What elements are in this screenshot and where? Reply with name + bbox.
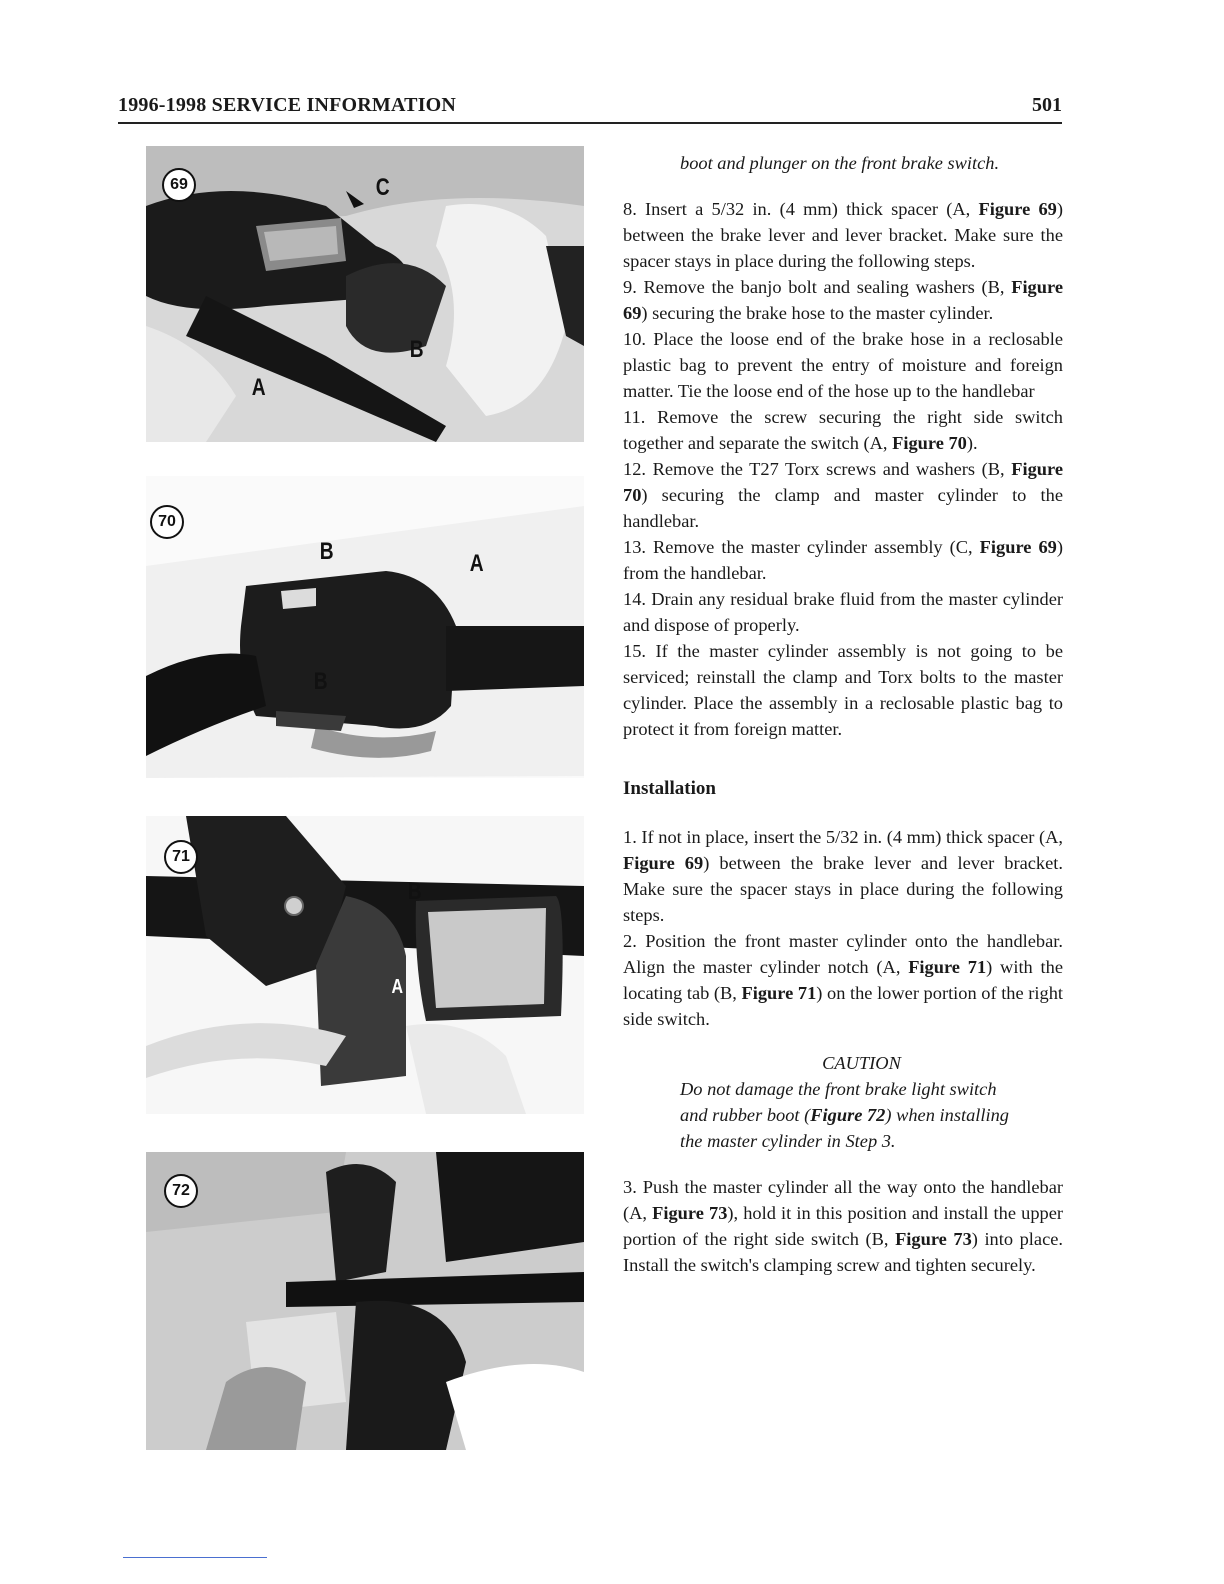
figure-70-image	[146, 476, 584, 778]
step-14	[623, 586, 1063, 638]
step-text-end: ) from the handlebar.	[623, 537, 1063, 583]
figure-71-image	[146, 816, 584, 1114]
figure-69-photo	[146, 146, 584, 442]
install-step-3	[623, 1174, 1063, 1278]
figure-70-callout-a: A	[469, 550, 484, 577]
step-text: If not in place, insert the 5/32 in. (4 mm) thick spacer (A,	[641, 827, 1063, 847]
step-text: Push the master cylinder all the way onto the handlebar (A,	[623, 1177, 1063, 1223]
step-text: Insert a 5/32 in. (4 mm) thick spacer (A,	[645, 199, 979, 219]
figure-reference: Figure 70	[623, 459, 1063, 505]
step-15	[623, 638, 1063, 742]
step-text-mid: ), hold it in this position and install the upper portion of the right side switch (B,	[623, 1203, 1063, 1249]
step-text-end: ) securing the brake hose to the master cylinder.	[641, 303, 994, 323]
figure-70-photo	[146, 476, 584, 778]
installation-heading: Installation	[623, 778, 716, 799]
figure-69-callout-b: B	[409, 336, 424, 363]
figure-69-number-badge: 69	[162, 168, 196, 202]
step-text: Remove the banjo bolt and sealing washers (B,	[643, 277, 1012, 297]
figure-70-callout-b-top: B	[319, 538, 334, 565]
step-text: Place the loose end of the brake hose in a reclosable plastic bag to prevent the entry of moisture and foreign matter. Tie the loose end of the hose up to the handlebar	[623, 329, 1063, 401]
figure-71-callout-a: A	[391, 976, 404, 998]
install-step-2	[623, 928, 1063, 1032]
caution-text	[680, 1076, 1023, 1154]
figure-69-callout-c: C	[375, 174, 390, 201]
step-text: Remove the master cylinder assembly (C,	[653, 537, 980, 557]
step-number: 11.	[623, 407, 646, 427]
figure-reference: Figure 70	[892, 433, 967, 453]
step-number: 9.	[623, 277, 637, 297]
step-number: 12.	[623, 459, 646, 479]
figure-reference: Figure 72	[810, 1105, 886, 1125]
step-text: Remove the screw securing the right side switch together and separate the switch (A,	[623, 407, 1064, 453]
step-number: 10.	[623, 329, 646, 349]
step-13	[623, 534, 1063, 586]
step-text-end: ) between the brake lever and lever bracket. Make sure the spacer stays in place during the following steps.	[623, 199, 1064, 271]
continued-note: boot and plunger on the front brake switch.	[680, 153, 1000, 173]
caution-title: CAUTION	[822, 1053, 901, 1073]
page-header	[118, 92, 1062, 124]
caution-text-end: ) when installing the master cylinder in Step 3.	[680, 1105, 1009, 1151]
figure-69-callout-a: A	[251, 374, 266, 401]
step-text-end: ) on the lower portion of the right side switch.	[623, 983, 1064, 1029]
figure-72-photo	[146, 1152, 584, 1450]
figure-reference: Figure 73	[652, 1203, 728, 1223]
figure-reference: Figure 73	[895, 1229, 972, 1249]
step-8	[623, 196, 1063, 274]
step-text: Remove the T27 Torx screws and washers (B,	[652, 459, 1012, 479]
step-number: 13.	[623, 537, 646, 557]
step-text-end: ) between the brake lever and lever bracket. Make sure the spacer stays in place during the following steps.	[623, 853, 1063, 925]
figure-70-number-badge: 70	[150, 505, 184, 539]
figure-reference: Figure 69	[623, 277, 1063, 323]
step-number: 1.	[623, 827, 637, 847]
step-number: 3.	[623, 1177, 637, 1197]
figure-reference: Figure 71	[908, 957, 987, 977]
figure-reference: Figure 69	[979, 537, 1057, 557]
step-text: Drain any residual brake fluid from the master cylinder and dispose of properly.	[623, 589, 1063, 635]
figure-reference: Figure 69	[623, 853, 704, 873]
figure-72-image	[146, 1152, 584, 1450]
step-number: 8.	[623, 199, 637, 219]
footer-rule	[123, 1557, 267, 1558]
caution-block	[623, 1050, 1063, 1154]
step-number: 15.	[623, 641, 646, 661]
step-number: 2.	[623, 931, 637, 951]
step-text-end: ) into place. Install the switch's clamping screw and tighten securely.	[623, 1229, 1063, 1275]
caution-text-start: Do not damage the front brake light switch and rubber boot (	[680, 1079, 997, 1125]
figure-71-number-badge: 71	[164, 840, 198, 874]
step-10	[623, 326, 1063, 404]
step-text-end: ) securing the clamp and master cylinder to the handlebar.	[623, 485, 1063, 531]
step-text: Position the front master cylinder onto the handlebar. Align the master cylinder notch (A,	[623, 931, 1063, 977]
step-number: 14.	[623, 589, 646, 609]
figure-69-image	[146, 146, 584, 442]
figure-reference: Figure 69	[978, 199, 1057, 219]
step-text-mid: ) with the locating tab (B,	[623, 957, 1063, 1003]
step-12	[623, 456, 1063, 534]
figure-70-callout-b-bottom: B	[313, 668, 328, 695]
running-title: 1996-1998 SERVICE INFORMATION	[118, 94, 457, 116]
figure-71-callout-b: B	[407, 878, 422, 905]
step-text-end: ).	[966, 433, 978, 453]
body-text-column	[623, 150, 1063, 1278]
page-number: 501	[1032, 94, 1062, 116]
step-9	[623, 274, 1063, 326]
figure-71-photo	[146, 816, 584, 1114]
figure-72-number-badge: 72	[164, 1174, 198, 1208]
step-11	[623, 404, 1063, 456]
figure-reference: Figure 71	[741, 983, 817, 1003]
step-text: If the master cylinder assembly is not going to be serviced; reinstall the clamp and Torx bolts to the master cylinder. Place the assembly in a reclosable plastic bag to protect it from foreign matter.	[623, 641, 1063, 739]
install-step-1	[623, 824, 1063, 928]
